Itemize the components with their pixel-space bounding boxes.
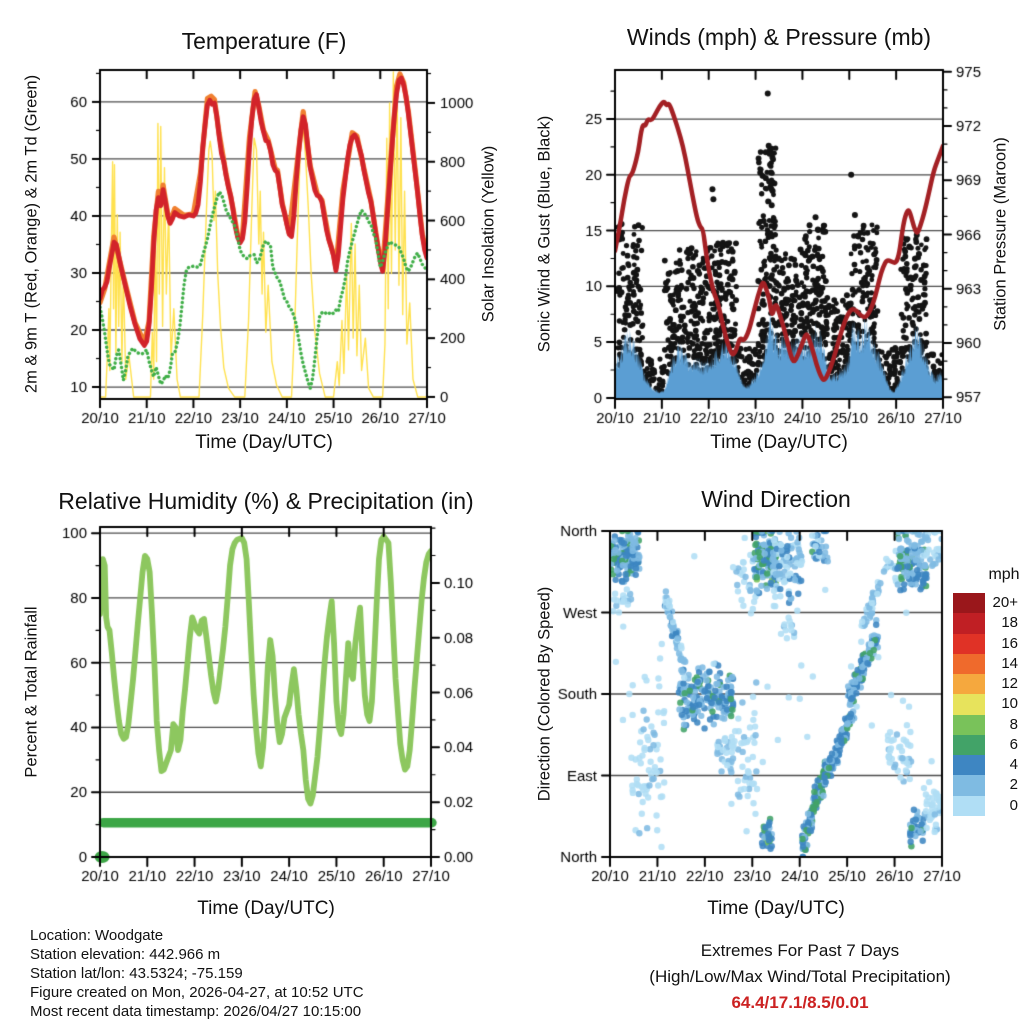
solar-insolation-y-axis-label: Solar Insolation (Yellow) <box>479 145 498 323</box>
temperature-x-axis-label: Time (Day/UTC) <box>195 432 333 453</box>
colorbar-swatch <box>953 715 985 735</box>
extremes-heading: Extremes For Past 7 Days <box>700 941 900 960</box>
colorbar-labels <box>988 593 1018 816</box>
figure-created-line: Figure created on Mon, 2026-04-27, at 10:52 UTC <box>30 984 364 1001</box>
temperature-panel-title: Temperature (F) <box>181 28 347 54</box>
recent-timestamp-line: Most recent data timestamp: 2026/04/27 10:15:00 <box>30 1003 362 1020</box>
colorbar-swatch <box>953 796 985 816</box>
extremes-values: 64.4/17.1/8.5/0.01 <box>731 993 869 1012</box>
colorbar-label: 2 <box>1009 776 1018 794</box>
colorbar-label: 6 <box>1009 735 1018 753</box>
colorbar-title: mph <box>988 566 1020 583</box>
station-pressure-y-axis-label: Station Pressure (Maroon) <box>991 137 1010 331</box>
colorbar-label: 14 <box>1001 654 1018 672</box>
colorbar-label: 20+ <box>992 594 1018 611</box>
colorbar-label: 16 <box>1001 634 1018 652</box>
percent-rainfall-y-axis-label: Percent & Total Rainfall <box>22 606 41 778</box>
colorbar-swatch <box>953 735 985 755</box>
station-latlon: Station lat/lon: 43.5324; -75.159 <box>30 965 243 982</box>
colorbar-label: 4 <box>1009 756 1018 774</box>
colorbar-label: 18 <box>1001 614 1018 632</box>
colorbar-label: 8 <box>1009 715 1018 733</box>
colorbar <box>953 593 985 816</box>
station-location: Location: Woodgate <box>30 927 164 944</box>
humidity-panel-title: Relative Humidity (%) & Precipitation (in) <box>58 488 474 514</box>
extremes-block <box>600 938 1000 1016</box>
winds-x-axis-label: Time (Day/UTC) <box>710 432 848 453</box>
extremes-subheading: (High/Low/Max Wind/Total Precipitation) <box>649 967 951 986</box>
wind-direction-y-axis-label: Direction (Colored By Speed) <box>535 586 554 802</box>
colorbar-swatch <box>953 613 985 633</box>
wind-direction-panel-title: Wind Direction <box>701 486 851 512</box>
colorbar-label: 0 <box>1009 796 1018 814</box>
colorbar-swatch <box>953 755 985 775</box>
colorbar-swatch <box>953 694 985 714</box>
colorbar-swatch <box>953 593 985 613</box>
temperature-y-axis-label: 2m & 9m T (Red, Orange) & 2m Td (Green) <box>22 74 41 394</box>
colorbar-label: 10 <box>1001 695 1018 713</box>
colorbar-swatch <box>953 634 985 654</box>
station-elevation: Station elevation: 442.966 m <box>30 946 221 963</box>
colorbar-swatch <box>953 654 985 674</box>
colorbar-swatch <box>953 775 985 795</box>
humidity-x-axis-label: Time (Day/UTC) <box>197 898 335 919</box>
colorbar-label: 12 <box>1001 675 1018 693</box>
winds-panel-title: Winds (mph) & Pressure (mb) <box>626 24 932 50</box>
wind-direction-x-axis-label: Time (Day/UTC) <box>707 898 845 919</box>
station-info <box>30 926 364 1021</box>
colorbar-swatch <box>953 674 985 694</box>
wind-gust-y-axis-label: Sonic Wind & Gust (Blue, Black) <box>535 115 554 353</box>
